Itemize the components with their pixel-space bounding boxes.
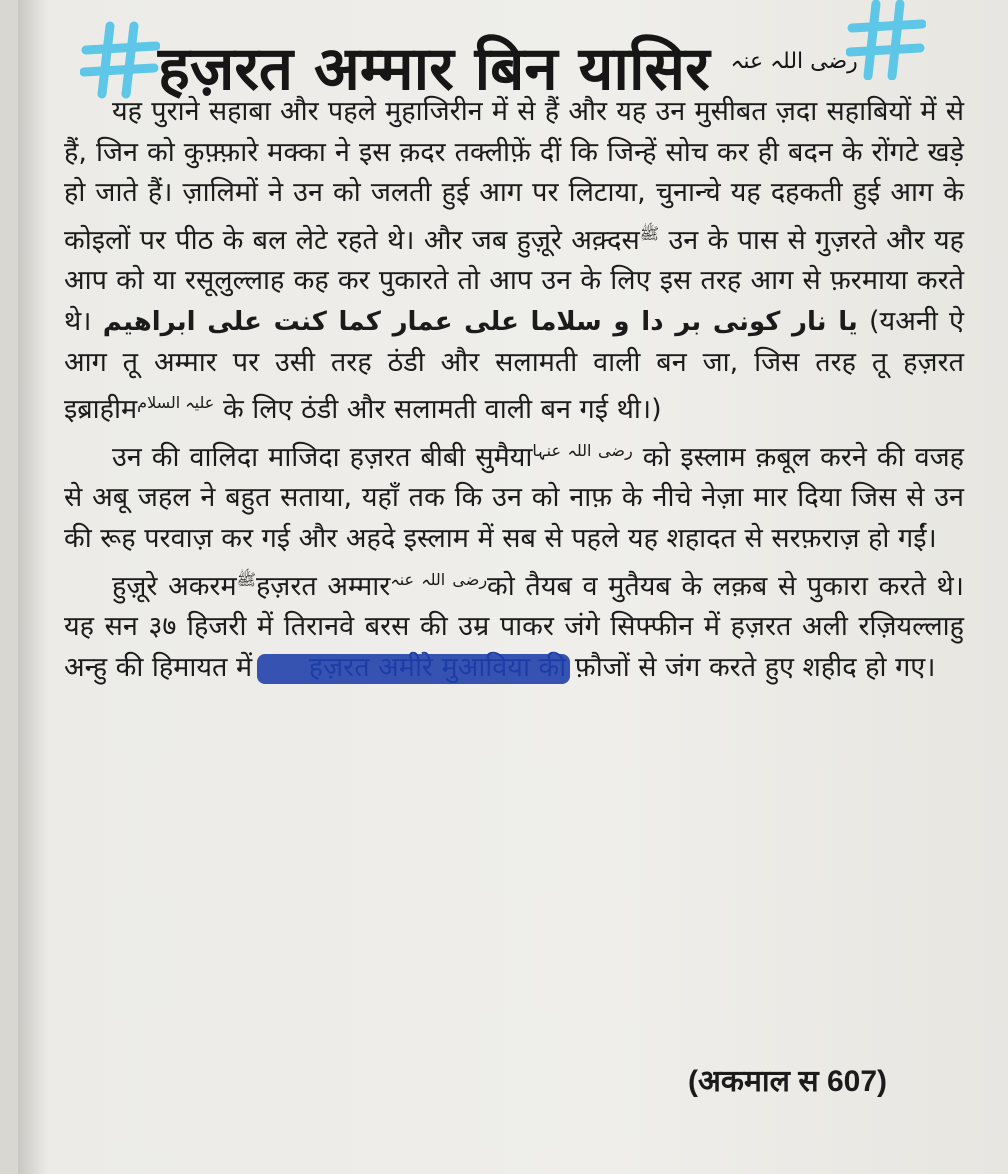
blue-highlighter-stroke bbox=[257, 654, 571, 685]
paragraph-2-text-a: उन की वालिदा माजिदा हज़रत बीबी सुमैया bbox=[112, 441, 533, 473]
paragraph-3-text-b: हज़रत अम्मार bbox=[255, 570, 391, 602]
paragraph-3-text-c: को तैयब व मुतैयब के लक़ब से पुकारा करते थे। यह सन ३७ हिजरी में तिरानवे बरस की उम्र पाकर जंगे सिफ्फीन में हज़रत अली रज़ियल्लाहु अन्हु की हिमायत में bbox=[64, 570, 964, 683]
paragraph-3-honor-b: رضی اللہ عنہ bbox=[390, 569, 488, 589]
paragraph-1-honor-b: علیہ السلام bbox=[137, 393, 215, 413]
paragraph-1-honor-a: ﷺ bbox=[639, 223, 660, 243]
title-text: हज़रत अम्मार बिन यासिर bbox=[158, 34, 710, 104]
paragraph-3-text-a: हुज़ूरे अकरम bbox=[112, 570, 237, 602]
article-body bbox=[64, 92, 964, 688]
paragraph-1-text-c: (यअनी ऐ आग तू अम्मार पर उसी तरह ठंडी और सलामती वाली बन जा, जिस तरह तू हज़रत इब्राहीम bbox=[64, 305, 964, 426]
paragraph-3 bbox=[64, 560, 964, 689]
arabic-quote: یا نار کونی بر دا و سلاما علی عمار کما کنت علی ابراھیم bbox=[102, 306, 858, 337]
hash-decoration-right-icon bbox=[846, 0, 926, 80]
title-honorific: رضی اللہ عنہ bbox=[730, 49, 858, 74]
paragraph-2-honor-a: رضی اللہ عنہا bbox=[532, 440, 633, 460]
hash-decoration-left-icon bbox=[80, 20, 160, 100]
paragraph-1-text-b: उन के पास से गुज़रते और यह आप को या रसूलुल्लाह कह कर पुकारते तो आप उन के लिए इस तरह आग से फ़रमाया करते थे। bbox=[64, 224, 965, 337]
paragraph-3-text-d: फ़ौजों से जंग करते हुए शहीद हो गए। bbox=[574, 651, 936, 683]
paragraph-2-text-b: को इस्लाम क़बूल करने की वजह से अबू जहल ने बहुत सताया, यहाँ तक कि उन को नाफ़ के नीचे नेज़ा मार दिया जिस से उन की रूह परवाज़ कर गई और अहदे इस्लाम में सब से पहले यह शहादत से सरफ़राज़ हो गईं। bbox=[64, 441, 965, 554]
paragraph-1 bbox=[64, 92, 964, 431]
paragraph-3-honor-a: ﷺ bbox=[236, 569, 256, 589]
paragraph-1-text-a: यह पुराने सहाबा और पहले मुहाजिरीन में से हैं और यह उन मुसीबत ज़दा सहाबियों में से हैं, जिन को कुफ़्फ़ारे मक्का ने इस क़दर तक्लीफ़ें दीं कि जिन्हें सोच कर ही बदन के रोंगटे खड़े हो जाते हैं। ज़ालिमों ने उन को जलती हुई आग पर लिटाया, चुनान्चे यह दहकती हुई आग के कोइलों पर पीठ के बल लेटे रहते थे। और जब हुज़ूरे अक़्दस bbox=[64, 96, 964, 256]
paragraph-2 bbox=[64, 431, 964, 560]
source-reference: (अकमाल स 607) bbox=[688, 1065, 887, 1098]
newspaper-page bbox=[18, 0, 1008, 1174]
paragraph-1-text-d: के लिए ठंडी और सलामती वाली बन गई थी।) bbox=[222, 394, 662, 426]
redacted-name-marker bbox=[261, 648, 567, 689]
